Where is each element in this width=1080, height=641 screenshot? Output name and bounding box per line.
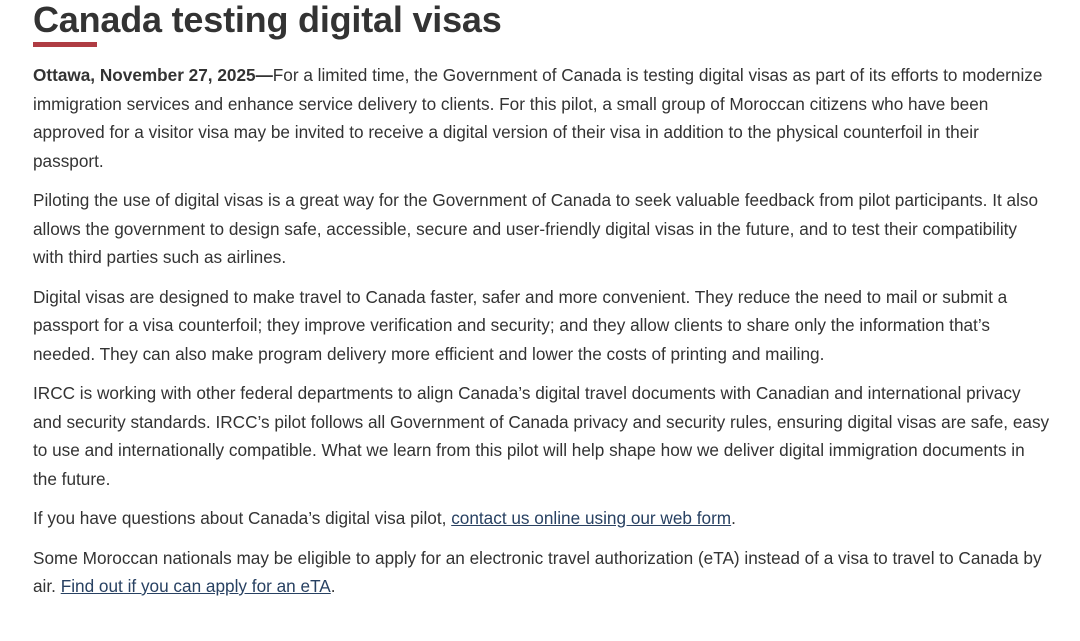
paragraph-pilot-feedback: Piloting the use of digital visas is a great way for the Government of Canada to seek valuable feedback from pilot participants. It also allows the government to design safe, accessible, secure and user-friendly digital visas in the future, and to test their compatibility with third parties such as airlines. xyxy=(33,190,1039,267)
paragraph-intro-text: For a limited time, the Government of Canada is testing digital visas as part of its efforts to modernize immigration services and enhance service delivery to clients. For this pilot, a small group of Moroccan citizens who have been approved for a visitor visa may be invited to receive a digital version of their visa in addition to the physical counterfoil in their passport. xyxy=(33,65,1043,171)
contact-text: If you have questions about Canada’s digital visa pilot, xyxy=(33,508,452,528)
paragraph-benefits: Digital visas are designed to make travel to Canada faster, safer and more convenient. They reduce the need to mail or submit a passport for a visa counterfoil; they improve verification and security; and they allow clients to share only the information that’s needed. They can also make program delivery more efficient and lower the costs of printing and mailing. xyxy=(33,286,1008,364)
contact-text-end: . xyxy=(731,508,736,528)
eta-text-end: . xyxy=(330,576,336,596)
paragraph-contact xyxy=(33,504,1052,533)
eta-text: Some Moroccan nationals may be eligible to apply for an electronic travel authorization (eTA) instead of a visa to travel to Canada by air. xyxy=(33,547,1042,596)
dateline: Ottawa, November 27, 2025— xyxy=(33,65,273,85)
eta-eligibility-link[interactable]: Find out if you can apply for an eTA xyxy=(60,576,331,596)
title-underline-rule xyxy=(33,42,97,47)
paragraph-privacy-standards: IRCC is working with other federal departments to align Canada’s digital travel documents with Canadian and international privacy and security standards. IRCC’s pilot follows all Government of Canada privacy and security rules, ensuring digital visas are safe, easy to use and internationally compatible. What we learn from this pilot will help shape how we deliver digital immigration documents in the future. xyxy=(33,383,1050,489)
page-title: Canada testing digital visas xyxy=(33,0,502,40)
contact-web-form-link[interactable]: contact us online using our web form xyxy=(451,508,732,528)
paragraph-eta xyxy=(33,544,1052,601)
paragraph-intro xyxy=(33,61,1052,175)
